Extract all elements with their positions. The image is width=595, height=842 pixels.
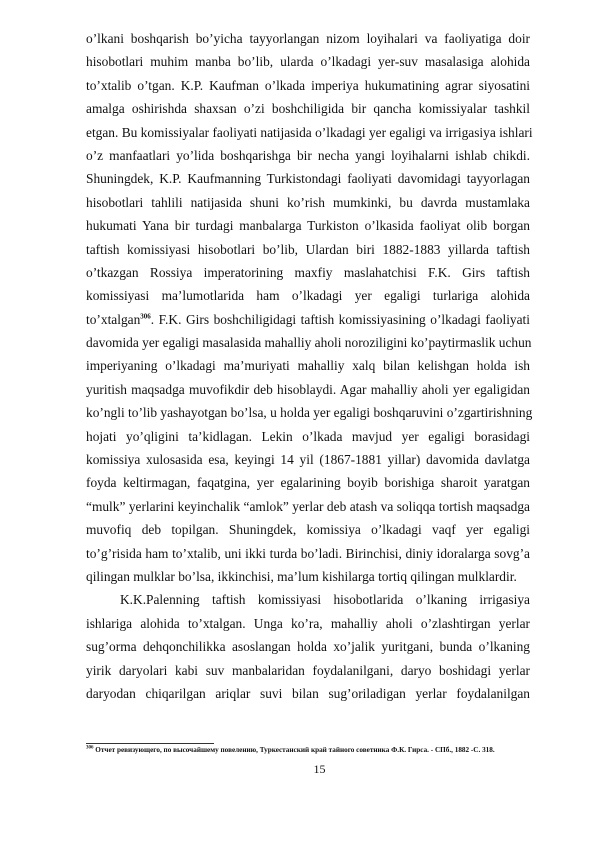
text-line: muvofiq deb topilgan. Shuningdek, komissiya o’lkadagi vaqf yer egaligi: [86, 522, 530, 538]
footnote: [86, 746, 556, 755]
text-line: davomida yer egaligi masalasida mahalliy aholi noroziligini ko’paytirmaslik uchun: [86, 335, 532, 351]
text-line: taftish komissiyasi hisobotlari bo’lib, Ulardan biri 1882-1883 yillarda taftish: [86, 241, 530, 257]
text-line-with-footnote: [86, 308, 530, 331]
document-page: [86, 27, 533, 705]
text-line: Shuningdek, K.P. Kaufmanning Turkistondagi faoliyati davomidagi tayyorlagan: [86, 171, 530, 187]
text-line: ishlariga alohida to’xtalgan. Unga ko’ra, mahalliy aholi o’zlashtirgan yerlar: [86, 615, 530, 631]
footnote-text: Отчет ревизующего, по высочайшему повелению, Туркестанский край тайного советника Ф.К. Гирса. - СПб., 1882 -С. 318.: [95, 746, 495, 754]
text-line: o’lkani boshqarish bo’yicha tayyorlangan nizom loyihalari va faoliyatiga doir: [86, 31, 530, 46]
text-line: hojati yo’qligini ta’kidlagan. Lekin o’lkada mavjud yer egaligi borasidagi: [86, 428, 530, 444]
footnote-reference[interactable]: 306: [140, 312, 151, 321]
text-line: o’tkazgan Rossiya imperatorining maxfiy maslahatchisi F.K. Girs taftish: [86, 264, 530, 280]
text-line: hisobotlari tahlili natijasida shuni ko’rish mumkinki, bu davrda mustamlaka: [86, 194, 530, 210]
footnote-divider: [86, 743, 214, 744]
text-line: hukumati Yana bir turdagi manbalarga Turkiston o’lkasida faoliyat olib borgan: [86, 218, 530, 234]
text-fragment: . F.K. Girs boshchiligidagi taftish komissiyasining o’lkadagi faoliyati: [150, 311, 530, 327]
text-line: to’xtalib o’tgan. K.P. Kaufman o’lkada imperiya hukumatining agrar siyosatini: [86, 77, 530, 93]
text-line: amalga oshirishda shaxsan o’zi boshchiligida bir qancha komissiyalar tashkil: [86, 101, 530, 117]
text-line: ko’ngli to’lib yashayotgan bo’lsa, u holda yer egaligi boshqaruvini o’zgartirishning: [86, 405, 533, 421]
page-number: 15: [313, 762, 326, 776]
text-line: komissiyasi ma’lumotlarida ham o’lkadagi yer egaligi turlariga alohida: [86, 288, 530, 304]
text-line: “mulk” yerlarini keyinchalik “amlok” yerlar deb atash va soliqqa tortish maqsadga: [86, 498, 530, 514]
text-line: hisobotlari muhim manba bo’lib, ularda o’lkadagi yer-suv masalasiga alohida: [86, 54, 530, 70]
text-line: daryodan chiqarilgan ariqlar suvi bilan sug’oriladigan yerlar foydalanilgan: [86, 685, 530, 701]
text-line: to’g’risida ham to’xtalib, uni ikki turda bo’ladi. Birinchisi, diniy idoralarga sovg’a: [86, 545, 530, 561]
text-line: yirik daryolari kabi suv manbalaridan foydalanilgani, daryo boshidagi yerlar: [86, 662, 530, 678]
main-text: [86, 27, 533, 705]
paragraph-first-line: K.K.Palenning taftish komissiyasi hisobotlarida o’lkaning irrigasiya: [120, 592, 530, 608]
text-line: imperiyaning o’lkadagi ma’muriyati mahalliy xalq bilan kelishgan holda ish: [86, 358, 530, 374]
text-line: foyda keltirmagan, faqatgina, yer egalarining boyib borishiga sharoit yaratgan: [86, 475, 530, 491]
text-line: yuritish maqsadga muvofikdir deb hisoblaydi. Agar mahalliy aholi yer egaligidan: [86, 381, 530, 397]
footnote-number: 306: [86, 745, 94, 751]
text-line: etgan. Bu komissiyalar faoliyati natijasida o’lkadagi yer egaligi va irrigasiya ishlari: [86, 124, 533, 140]
text-fragment: to’xtalgan: [86, 311, 141, 327]
text-line: o’z manfaatlari yo’lida boshqarishga bir necha yangi loyihalarni ishlab chikdi.: [86, 147, 530, 163]
paragraph-last-line: qilingan mulklar bo’lsa, ikkinchisi, ma’lum kishilarga tortiq qilingan mulklardir.: [86, 568, 517, 584]
text-line: sug’orma dehqonchilikka asoslangan holda xo’jalik yuritgani, bunda o’lkaning: [86, 639, 530, 655]
text-line: komissiya xulosasida esa, keyingi 14 yil (1867-1881 yillar) davomida davlatga: [86, 452, 530, 468]
